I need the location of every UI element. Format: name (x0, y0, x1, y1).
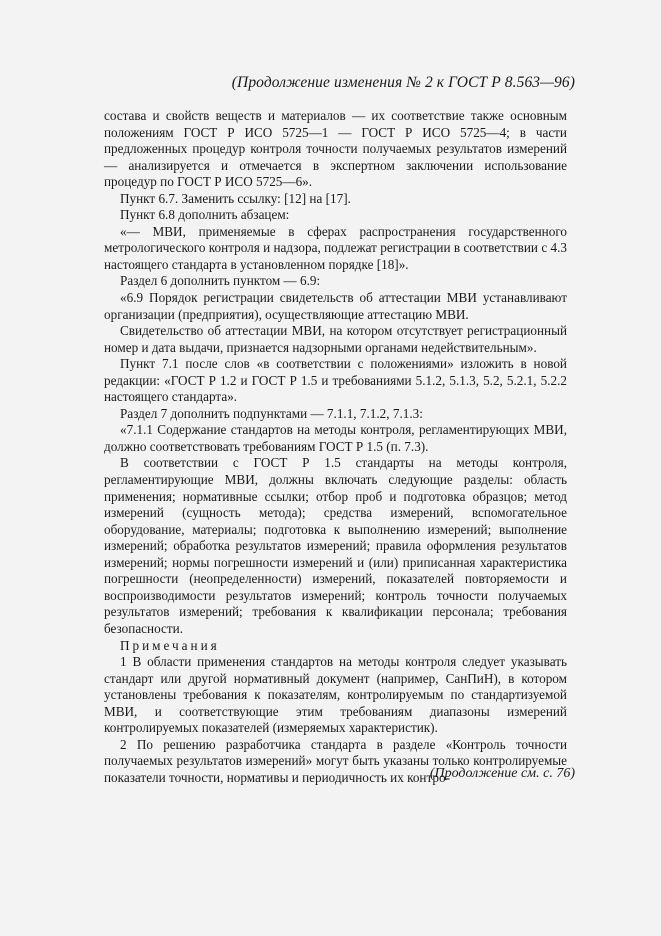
paragraph: «6.9 Порядок регистрации свидетельств об аттестации МВИ устанавливают организации (предприятия), осуществляющие аттестацию МВИ. (104, 290, 567, 322)
paragraph: «7.1.1 Содержание стандартов на методы контроля, регламентирующих МВИ, должно соответствовать требованиям ГОСТ Р 1.5 (п. 7.3). (104, 422, 567, 454)
paragraph: Раздел 6 дополнить пунктом — 6.9: (120, 273, 321, 289)
paragraph: состава и свойств веществ и материалов — их соответствие также основным положениям ГОСТ Р ИСО 5725—1 — ГОСТ Р ИСО 5725—4; в части предложенных процедур контроля точности получаемых результатов измерений — анализируется и отмечается в экспертном заключении использование процедур по ГОСТ Р ИСО 5725—6». (104, 108, 567, 190)
paragraph: Свидетельство об аттестации МВИ, на котором отсутствует регистрационный номер и дата выдачи, признается надзорными органами недействительным». (104, 323, 567, 355)
paragraph: Раздел 7 дополнить подпунктами — 7.1.1, 7.1.2, 7.1.3: (120, 405, 423, 421)
paragraph: Пункт 6.8 дополнить абзацем: (120, 207, 290, 223)
paragraph: В соответствии с ГОСТ Р 1.5 стандарты на методы контроля, регламентирующие МВИ, должны включать следующие разделы: область применения; нормативные ссылки; отбор проб и подготовка образцов; метод измерений (сущность метода); средства измерений, вспомогательное оборудование, материалы; подготовка к выполнению измерений; выполнение измерений; обработка результатов измерений; правила оформления результатов измерений; нормы погрешности измерений и (или) приписанная характеристика погрешности (неопределенности) измерений, показателей повторяемости и воспроизводимости результатов измерений; контроль точности получаемых результатов измерений; требования к квалификации персонала; требования безопасности. (104, 455, 567, 636)
paragraph: «— МВИ, применяемые в сферах распространения государственного метрологического контроля и надзора, подлежат регистрации в соответствии с 4.3 настоящего стандарта в установленном порядке [18]». (104, 223, 567, 272)
note-paragraph: 1 В области применения стандартов на методы контроля следует указывать стандарт или другой нормативный документ (например, СанПиН), в котором установлены требования к показателям, контролируемым по стандартизуемой МВИ, и соответствующие этим требованиям диапазоны измерений контролируемых показателей (измеряемых характеристик). (104, 654, 567, 736)
paragraph: Пункт 7.1 после слов «в соответствии с положениями» изложить в новой редакции: «ГОСТ Р 1.2 и ГОСТ Р 1.5 и требованиями 5.1.2, 5.1.3, 5.2, 5.2.1, 5.2.2 настоящего стандарта». (104, 356, 567, 405)
continuation-footer: (Продолжение см. с. 76) (429, 766, 575, 781)
body-text (104, 108, 567, 786)
notes-heading: Примечания (120, 637, 220, 653)
paragraph: Пункт 6.7. Заменить ссылку: [12] на [17]. (120, 190, 351, 206)
running-header: (Продолжение изменения № 2 к ГОСТ Р 8.563—96) (231, 74, 575, 91)
note-paragraph: 2 По решению разработчика стандарта в разделе «Контроль точности получаемых результатов измерений» могут быть указаны только контролируемые показатели точности, нормативы и периодичность их контро- (104, 736, 567, 785)
